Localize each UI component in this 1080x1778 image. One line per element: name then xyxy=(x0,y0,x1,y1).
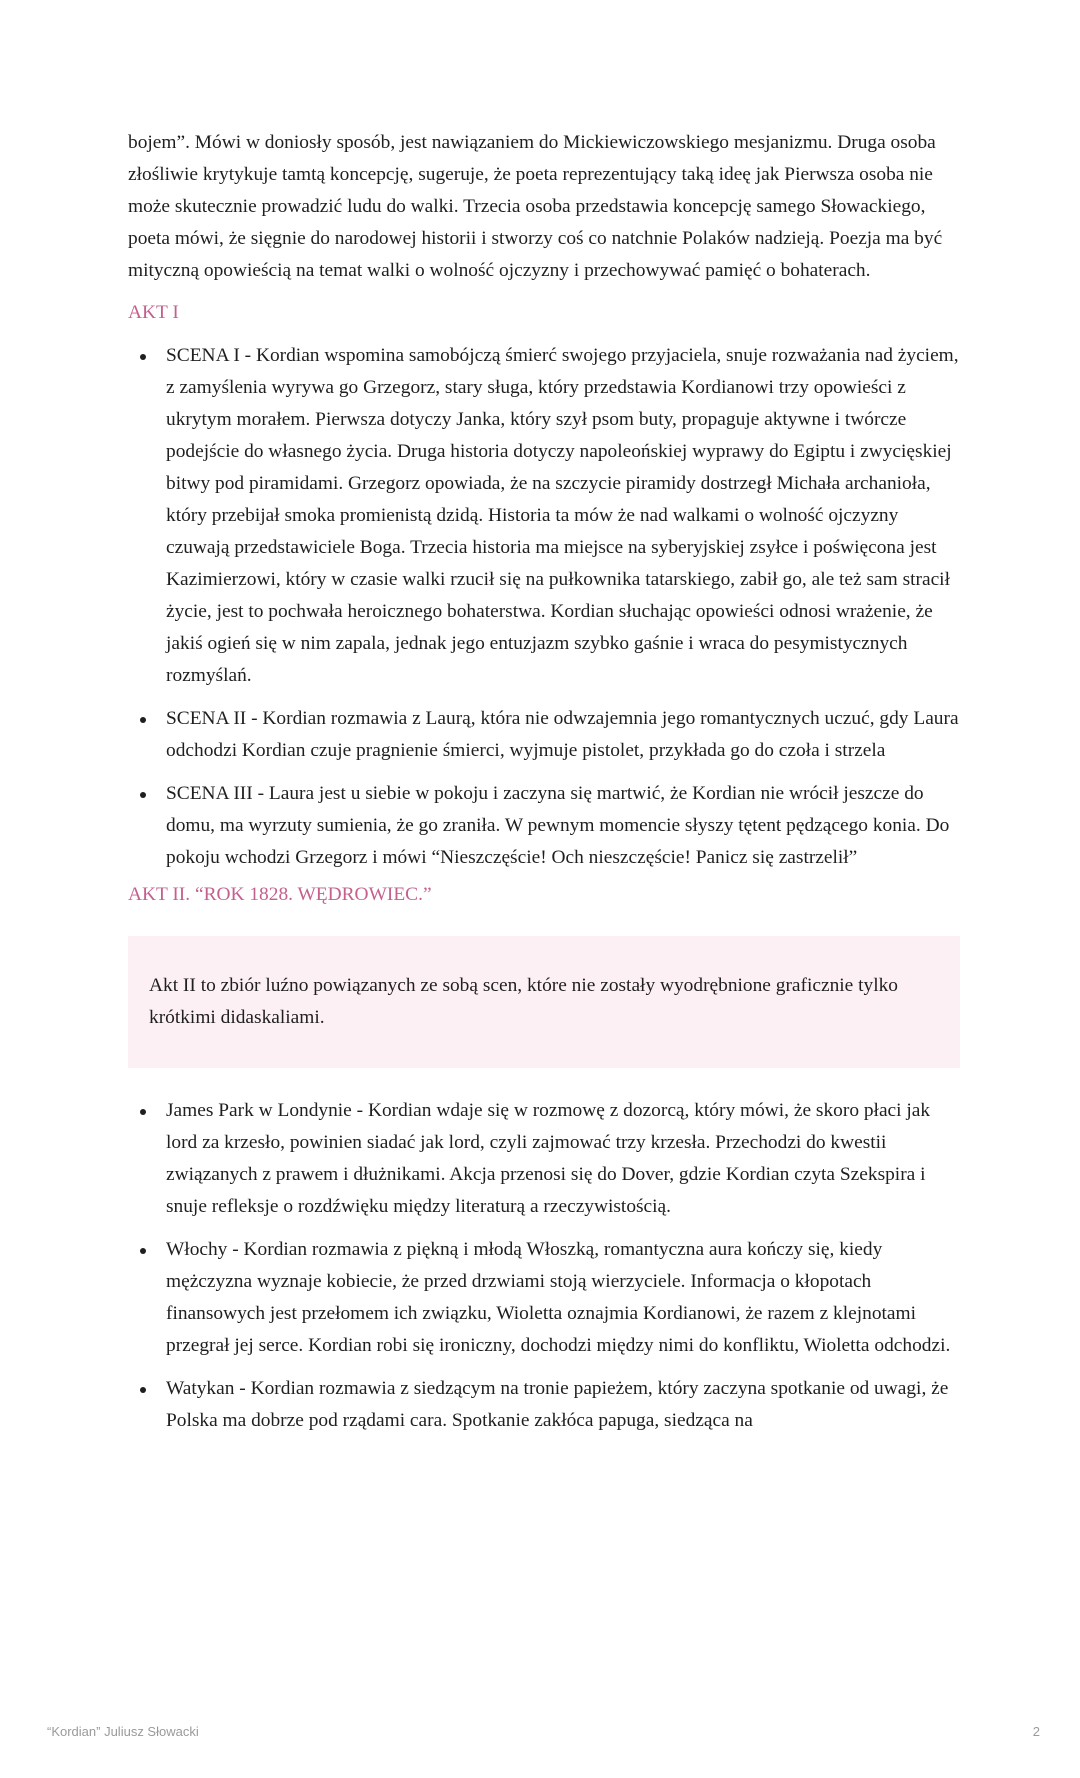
akt-1-heading: AKT I xyxy=(128,302,179,323)
list-item: SCENA III - Laura jest u siebie w pokoju i zaczyna się martwić, że Kordian nie wrócił jeszcze do domu, ma wyrzuty sumienia, że go zraniła. W pewnym momencie słyszy tętent pędzącego konia. Do pokoju wchodzi Grzegorz i mówi “Nieszczęście! Och nieszczęście! Panicz się zastrzelił” xyxy=(128,778,960,874)
akt-2-callout: Akt II to zbiór luźno powiązanych ze sobą scen, które nie zostały wyodrębnione graficznie tylko krótkimi didaskaliami. xyxy=(128,936,960,1068)
intro-paragraph: bojem”. Mówi w doniosły sposób, jest nawiązaniem do Mickiewiczowskiego mesjanizmu. Druga osoba złośliwie krytykuje tamtą koncepcję, sugeruje, że poeta reprezentujący taką ideę jak Pierwsza osoba nie może skutecznie prowadzić ludu do walki. Trzecia osoba przedstawia koncepcję samego Słowackiego, poeta mówi, że sięgnie do narodowej historii i stworzy coś co natchnie Polaków nadzieją. Poezja ma być mityczną opowieścią na temat walki o wolność ojczyzny i przechowywać pamięć o bohaterach. xyxy=(128,132,943,281)
akt-2-heading: AKT II. “ROK 1828. WĘDROWIEC.” xyxy=(128,884,432,905)
list-item: SCENA II - Kordian rozmawia z Laurą, która nie odwzajemnia jego romantycznych uczuć, gdy Laura odchodzi Kordian czuje pragnienie śmierci, wyjmuje pistolet, przykłada go do czoła i strzela xyxy=(128,703,960,767)
akt-2-scene-list xyxy=(128,1095,960,1437)
list-item: James Park w Londynie - Kordian wdaje się w rozmowę z dozorcą, który mówi, że skoro płaci jak lord za krzesło, powinien siadać jak lord, czyli zajmować trzy krzesła. Przechodzi do kwestii związanych z prawem i dłużnikami. Akcja przenosi się do Dover, gdzie Kordian czyta Szekspira i snuje refleksje o rozdźwięku między literaturą a rzeczywistością. xyxy=(128,1095,960,1223)
footer-page-number: 2 xyxy=(1032,1724,1040,1739)
akt-1-scene-list xyxy=(128,340,960,874)
document-page xyxy=(128,127,960,1437)
list-item: Watykan - Kordian rozmawia z siedzącym na tronie papieżem, który zaczyna spotkanie od uwagi, że Polska ma dobrze pod rządami cara. Spotkanie zakłóca papuga, siedząca na xyxy=(128,1373,960,1437)
list-item: Włochy - Kordian rozmawia z piękną i młodą Włoszką, romantyczna aura kończy się, kiedy mężczyzna wyznaje kobiecie, że przed drzwiami stoją wierzyciele. Informacja o kłopotach finansowych jest przełomem ich związku, Wioletta oznajmia Kordianowi, że razem z klejnotami przegrał jej serce. Kordian robi się ironiczny, dochodzi między nimi do konfliktu, Wioletta odchodzi. xyxy=(128,1234,960,1362)
footer-document-title: “Kordian” Juliusz Słowacki xyxy=(47,1724,199,1739)
list-item: SCENA I - Kordian wspomina samobójczą śmierć swojego przyjaciela, snuje rozważania nad życiem, z zamyślenia wyrywa go Grzegorz, stary sługa, który przedstawia Kordianowi trzy opowieści z ukrytym morałem. Pierwsza dotyczy Janka, który szył psom buty, propaguje aktywne i twórcze podejście do własnego życia. Druga historia dotyczy napoleońskiej wyprawy do Egiptu i zwycięskiej bitwy pod piramidami. Grzegorz opowiada, że na szczycie piramidy dostrzegł Michała archanioła, który przebijał smoka promienistą dzidą. Historia ta mów że nad walkami o wolność ojczyzny czuwają przedstawiciele Boga. Trzecia historia ma miejsce na syberyjskiej zsyłce i poświęcona jest Kazimierzowi, który w czasie walki rzucił się na pułkownika tatarskiego, zabił go, ale też sam stracił życie, jest to pochwała heroicznego bohaterstwa. Kordian słuchając opowieści odnosi wrażenie, że jakiś ogień się w nim zapala, jednak jego entuzjazm szybko gaśnie i wraca do pesymistycznych rozmyślań. xyxy=(128,340,960,692)
